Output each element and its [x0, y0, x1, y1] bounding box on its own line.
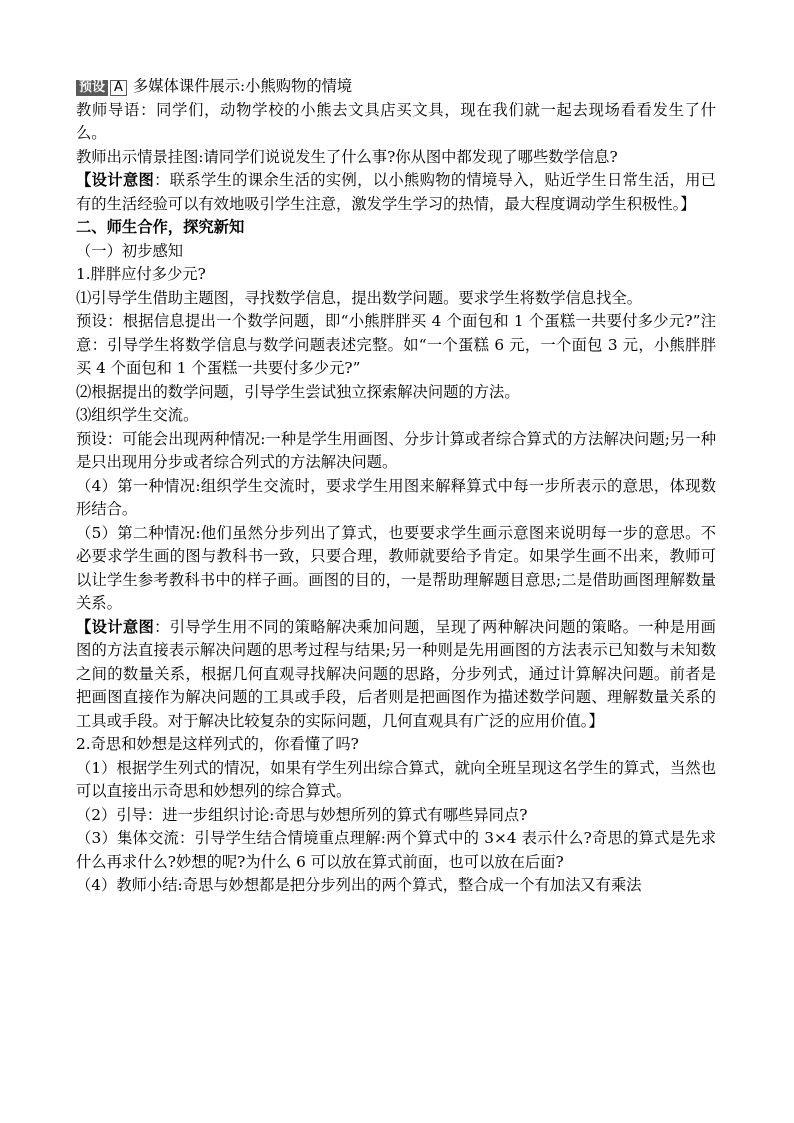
section-heading: 二、师生合作，探究新知	[76, 218, 245, 236]
step2-4: （4）教师小结:奇思与妙想都是把分步列出的两个算式，整合成一个有加法又有乘法	[76, 876, 642, 894]
design-intent-2	[76, 616, 716, 734]
question-1: 1.胖胖应付多少元?	[76, 265, 206, 283]
intro-title: 多媒体课件展示:小熊购物的情境	[132, 77, 353, 95]
step-preset-1: 预设：根据信息提出一个数学问题，即“小熊胖胖买 4 个面包和 1 个蛋糕一共要付多少元?”注意：引导学生将数学信息与数学问题表述完整。如“一个蛋糕 6 元，一个面包 3 元，小熊胖胖买 4 个面包和 1 个蛋糕一共要付多少元?”	[76, 312, 716, 377]
design-intent-text: ：引导学生用不同的策略解决乘加问题，呈现了两种解决问题的策略。一种是用画图的方法直接表示解决问题的思考过程与结果;另一种则是先用画图的方法表示已知数与未知数之间的数量关系，根据几何直观寻找解决问题的思路，分步列式，通过计算解决问题。前者是把画图直接作为解决问题的工具或手段，后者则是把画图作为描述数学问题、理解数量关系的工具或手段。对于解决比较复杂的实际问题，几何直观具有广泛的应用价值。】	[76, 617, 716, 730]
design-intent-label: 【设计意图	[76, 617, 155, 636]
step-2: ⑵根据提出的数学问题，引导学生尝试独立探索解决问题的方法。	[76, 382, 520, 401]
preset-letter-tag: A	[110, 80, 127, 96]
teacher-guide-paragraph: 教师导语：同学们，动物学校的小熊去文具店买文具，现在我们就一起去现场看看发生了什么。	[76, 100, 716, 142]
step2-2: （2）引导：进一步组织讨论:奇思与妙想所列的算式有哪些异同点?	[76, 805, 528, 824]
teacher-picture-paragraph: 教师出示情景挂图:请同学们说说发生了什么事?你从图中都发现了哪些数学信息?	[76, 147, 618, 166]
step-4: （4）第一种情况:组织学生交流时，要求学生用图来解释算式中每一步所表示的意思，体现数形结合。	[76, 476, 716, 518]
step-3: ⑶组织学生交流。	[76, 406, 199, 424]
document-page	[76, 75, 716, 898]
intro-line	[76, 75, 716, 99]
preset-tag: 预设	[76, 80, 108, 96]
subsection-heading: （一）初步感知	[76, 241, 184, 260]
step-5: （5）第二种情况:他们虽然分步列出了算式，也要要求学生画示意图来说明每一步的意思。不必要求学生画的图与教科书一致，只要合理，教师就要给予肯定。如果学生画不出来，教师可以让学生参考教科书中的样子画。画图的目的，一是帮助理解题目意思;二是借助画图理解数量关系。	[76, 523, 716, 612]
question-2: 2.奇思和妙想是这样列式的，你看懂了吗?	[76, 735, 359, 753]
step-preset-2: 预设：可能会出现两种情况:一种是学生用画图、分步计算或者综合算式的方法解决问题;另一种是只出现用分步或者综合列式的方法解决问题。	[76, 429, 716, 471]
step2-3: （3）集体交流：引导学生结合情境重点理解:两个算式中的 3×4 表示什么?奇思的算式是先求什么再求什么?妙想的呢?为什么 6 可以放在算式前面，也可以放在后面?	[76, 829, 716, 871]
step-1: ⑴引导学生借助主题图，寻找数学信息，提出数学问题。要求学生将数学信息找全。	[76, 288, 642, 307]
design-intent-text: ：联系学生的课余生活的实例，以小熊购物的情境导入，贴近学生日常生活，用已有的生活经验可以有效地吸引学生注意，激发学生学习的热情，最大程度调动学生积极性。】	[76, 171, 716, 213]
step2-1: （1）根据学生列式的情况，如果有学生列出综合算式，就向全班呈现这名学生的算式，当然也可以直接出示奇思和妙想列的综合算式。	[76, 758, 716, 800]
design-intent-1	[76, 169, 716, 216]
design-intent-label: 【设计意图	[76, 171, 155, 189]
